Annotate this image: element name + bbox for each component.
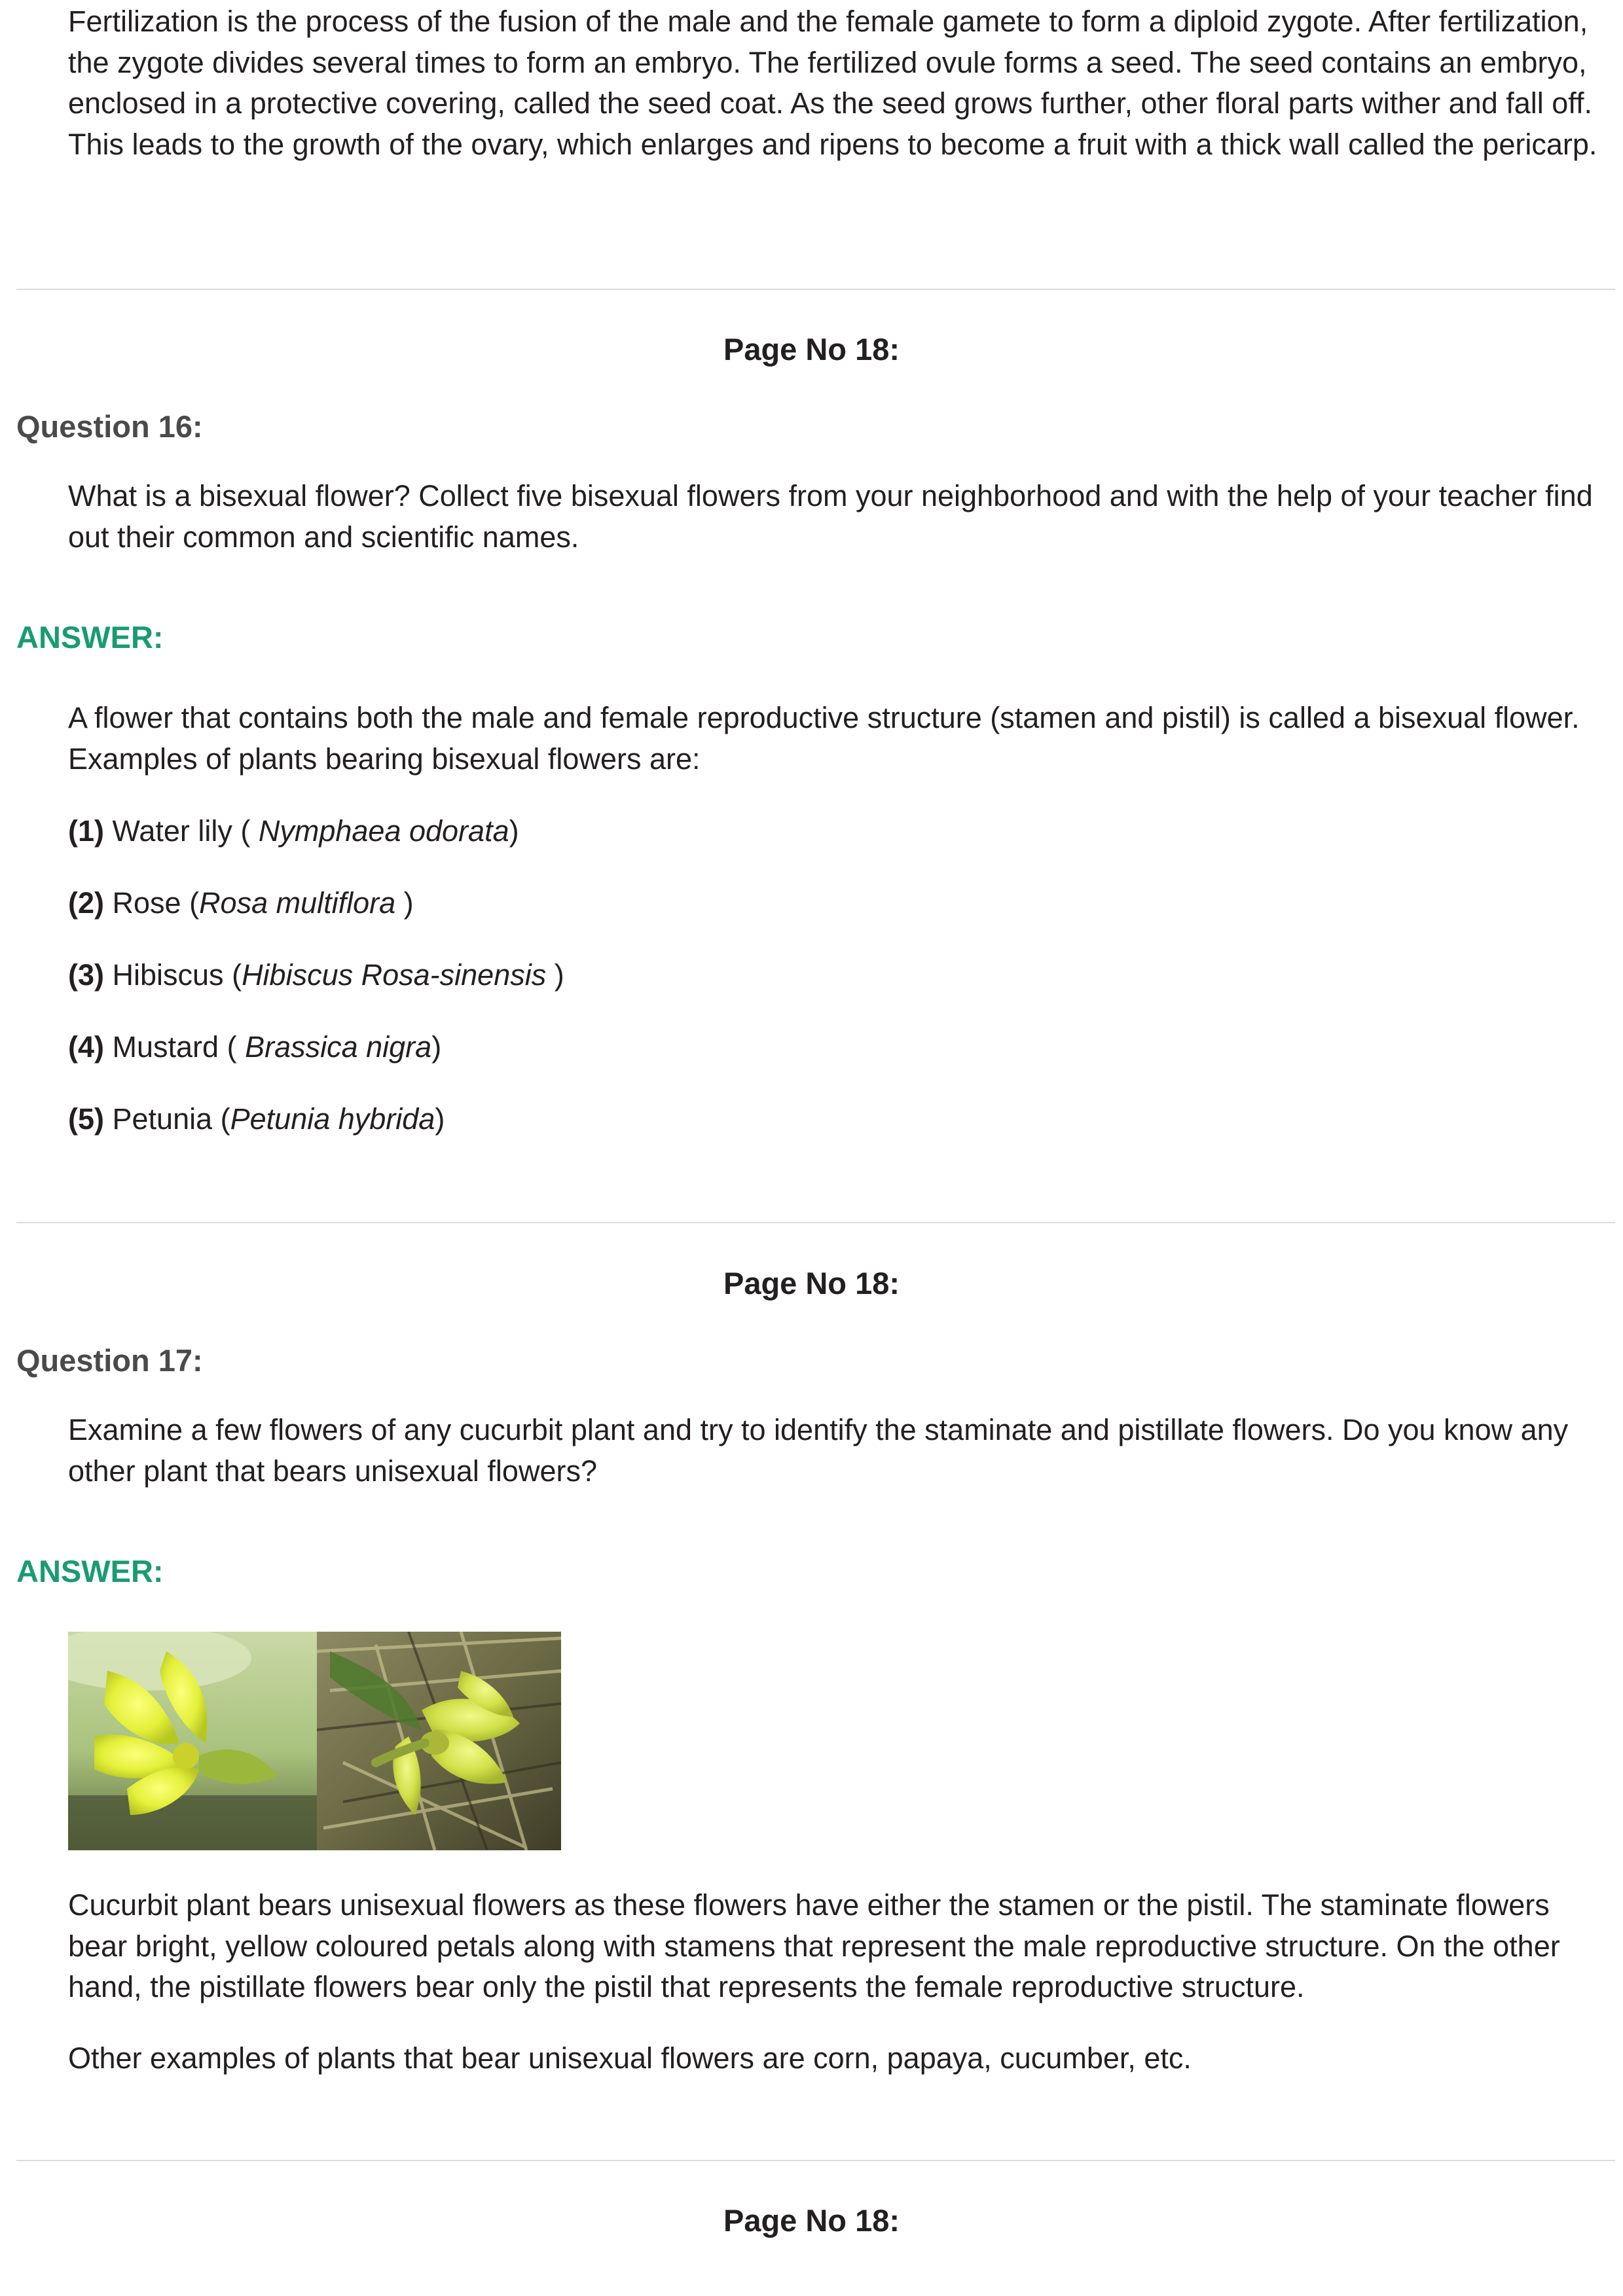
list-item-number: (4) xyxy=(68,1030,104,1064)
scientific-name: Rosa multiflora xyxy=(199,886,396,920)
intro-paragraph: Fertilization is the process of the fusion of the male and the female gamete to form a diploid zygote. After fertilization, the zygote divides several times to form an embryo. The fertilized ovule forms a seed. The seed contains an embryo, enclosed in a protective covering, called the seed coat. As the seed grows further, other floral parts wither and fall off. This leads to the growth of the ovary, which enlarges and ripens to become a fruit with a thick wall called the pericarp. xyxy=(68,5,1597,161)
page-number-heading: Page No 18: xyxy=(723,1266,900,1300)
list-item-number: (1) xyxy=(68,814,104,848)
scientific-name: Brassica nigra xyxy=(245,1030,432,1064)
scientific-name: Hibiscus Rosa-sinensis xyxy=(242,958,547,992)
answer-label: ANSWER: xyxy=(16,620,164,655)
closing-paren: ) xyxy=(509,814,519,848)
list-item-number: (5) xyxy=(68,1102,104,1136)
common-name: Hibiscus ( xyxy=(112,958,242,992)
list-item xyxy=(68,1027,441,1067)
section-divider xyxy=(16,289,1615,290)
list-item-number: (3) xyxy=(68,958,104,992)
answer-paragraph-2: Other examples of plants that bear unisexual flowers are corn, papaya, cucumber, etc. xyxy=(68,2041,1192,2075)
list-item xyxy=(68,955,564,996)
answer-label: ANSWER: xyxy=(16,1554,164,1588)
closing-paren: ) xyxy=(435,1102,445,1136)
question-text: Examine a few flowers of any cucurbit plant and try to identify the staminate and pistillate flowers. Do you know any other plant that bears unisexual flowers? xyxy=(68,1413,1569,1488)
common-name: Mustard ( xyxy=(112,1030,246,1064)
question-label: Question 16: xyxy=(16,409,203,444)
common-name: Petunia ( xyxy=(112,1102,230,1136)
closing-paren: ) xyxy=(431,1030,442,1064)
cucurbit-flowers-photo xyxy=(68,1632,561,1850)
answer-paragraph: Cucurbit plant bears unisexual flowers as these flowers have either the stamen or the pistil. The staminate flowers bear bright, yellow coloured petals along with stamens that represent the male reproductive structure. On the other hand, the pistillate flowers bear only the pistil that represents the female reproductive structure. xyxy=(68,1888,1560,2003)
list-item xyxy=(68,811,519,852)
section-divider xyxy=(16,1222,1615,1223)
question-label: Question 17: xyxy=(16,1343,203,1378)
closing-paren: ) xyxy=(546,958,564,992)
common-name: Rose ( xyxy=(112,886,200,920)
list-item xyxy=(68,1099,445,1139)
answer-paragraph: A flower that contains both the male and female reproductive structure (stamen and pistil) is called a bisexual flower. Examples of plants bearing bisexual flowers are: xyxy=(68,701,1580,776)
list-item-number: (2) xyxy=(68,886,104,920)
page-number-heading: Page No 18: xyxy=(723,2203,900,2238)
common-name: Water lily ( xyxy=(112,814,259,848)
closing-paren: ) xyxy=(395,886,414,920)
section-divider xyxy=(16,2160,1615,2161)
page-number-heading: Page No 18: xyxy=(723,332,900,367)
question-text: What is a bisexual flower? Collect five bisexual flowers from your neighborhood and with the help of your teacher find out their common and scientific names. xyxy=(68,479,1593,554)
scientific-name: Nymphaea odorata xyxy=(258,814,509,848)
scientific-name: Petunia hybrida xyxy=(230,1102,435,1136)
list-item xyxy=(68,883,414,924)
